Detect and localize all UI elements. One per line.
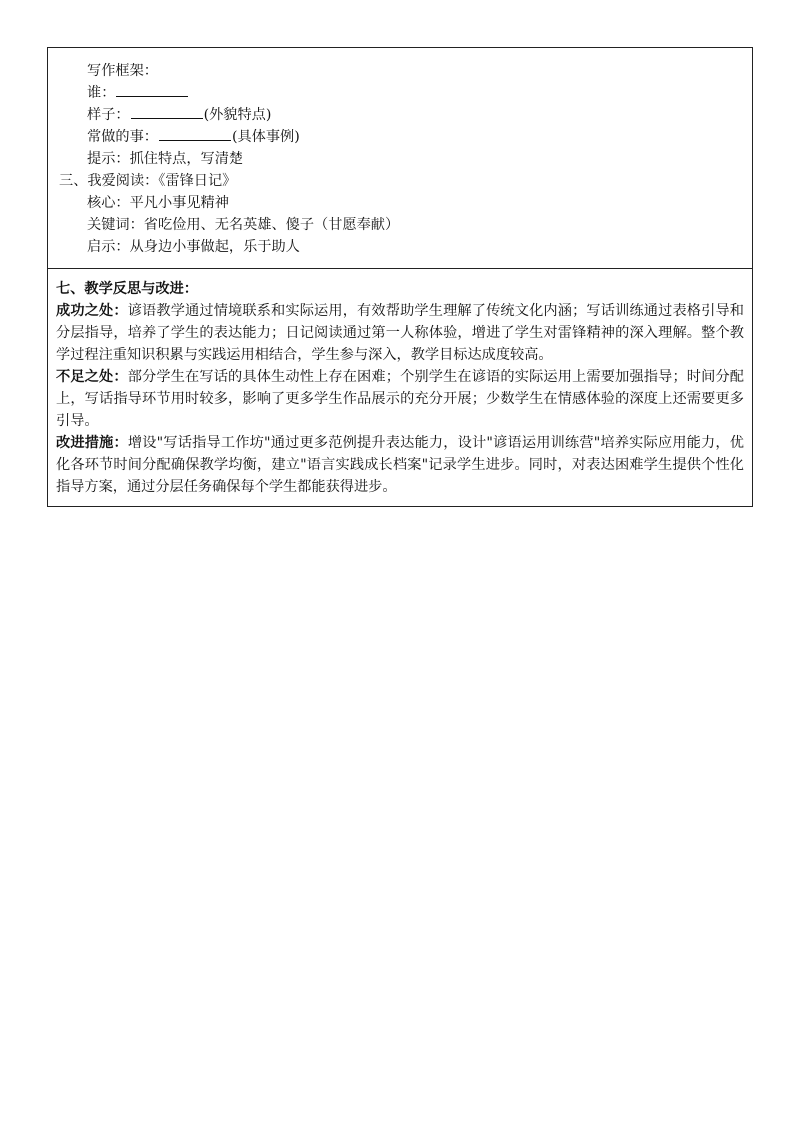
shortcoming-label: 不足之处：	[56, 369, 128, 385]
reading-title: 三、我爱阅读：《雷锋日记》	[59, 173, 237, 189]
tip-line: 提示：抓住特点，写清楚	[87, 151, 244, 167]
measures-text: 增设"写话指导工作坊"通过更多范例提升表达能力，设计"谚语运用训练营"培养实际应用能力，优化各环节时间分配确保教学均衡，建立"语言实践成长档案"记录学生进步。同时，对表达困难学生提供个性化指导方案，通过分层任务确保每个学生都能获得进步。	[56, 435, 744, 495]
deeds-blank	[159, 126, 231, 141]
deeds-hint: (具体事例)	[231, 129, 300, 145]
lesson-plan-table	[47, 47, 753, 507]
who-label: 谁：	[87, 85, 116, 101]
look-line	[56, 104, 744, 126]
writing-outline-cell	[48, 48, 752, 269]
who-blank	[116, 82, 188, 97]
deeds-line	[56, 126, 744, 148]
look-blank	[131, 104, 203, 119]
shortcoming-text: 部分学生在写话的具体生动性上存在困难；个别学生在谚语的实际运用上需要加强指导；时间分配上，写话指导环节用时较多，影响了更多学生作品展示的充分开展；少数学生在情感体验的深度上还需要更多引导。	[56, 369, 744, 429]
look-hint: (外貌特点)	[203, 107, 272, 123]
core-line: 核心：平凡小事见精神	[87, 195, 229, 211]
keywords-line: 关键词：省吃俭用、无名英雄、傻子（甘愿奉献）	[87, 217, 400, 233]
success-paragraph	[56, 300, 744, 366]
deeds-label: 常做的事：	[87, 129, 158, 145]
success-label: 成功之处：	[56, 303, 128, 319]
success-text: 谚语教学通过情境联系和实际运用，有效帮助学生理解了传统文化内涵；写话训练通过表格引导和分层指导，培养了学生的表达能力；日记阅读通过第一人称体验，增进了学生对雷锋精神的深入理解。整个教学过程注重知识积累与实践运用相结合，学生参与深入，教学目标达成度较高。	[56, 303, 744, 363]
measures-label: 改进措施：	[56, 435, 128, 451]
framework-title: 写作框架：	[87, 63, 158, 79]
inspiration-line: 启示：从身边小事做起，乐于助人	[87, 239, 300, 255]
look-label: 样子：	[87, 107, 130, 123]
measures-paragraph	[56, 432, 744, 498]
who-line	[56, 82, 744, 104]
shortcoming-paragraph	[56, 366, 744, 432]
reflection-heading: 七、教学反思与改进：	[56, 281, 198, 297]
reflection-cell	[48, 269, 752, 506]
